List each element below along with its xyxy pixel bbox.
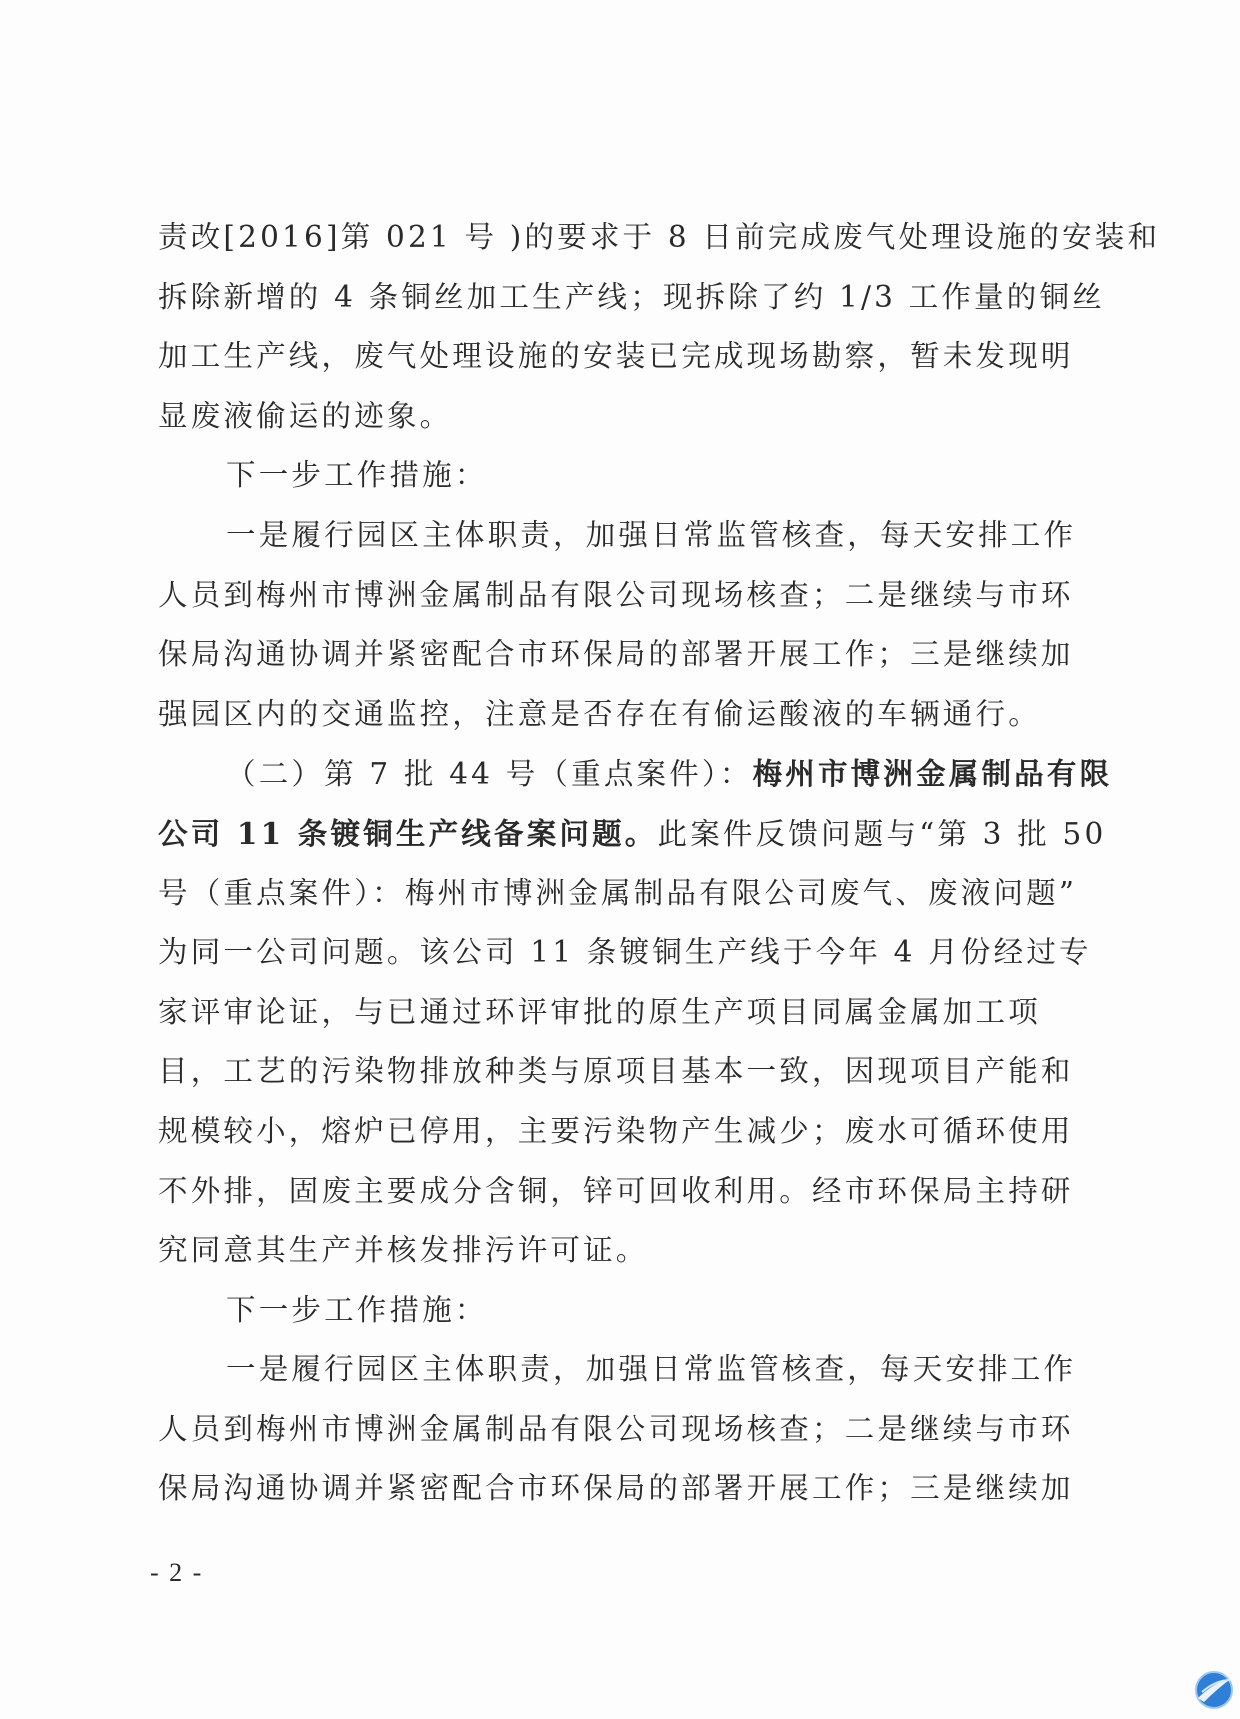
case-heading-bold-1: 梅州市博洲金属制品有限	[752, 756, 1113, 792]
text-line-16: 规模较小，熔炉已停用，主要污染物产生减少；废水可循环使用	[158, 1113, 1074, 1148]
document-body	[158, 208, 1161, 1519]
case-heading-line-2	[158, 804, 1107, 864]
page-number: - 2 -	[150, 1558, 204, 1587]
text-line-21: 人员到梅州市博洲金属制品有限公司现场核查；二是继续与市环	[158, 1411, 1074, 1446]
next-steps-heading-2: 下一步工作措施：	[226, 1292, 488, 1327]
text-line-12: 号（重点案件）：梅州市博洲金属制品有限公司废气、废液问题”	[158, 875, 1078, 910]
blue-swoosh-logo-icon	[1192, 1668, 1236, 1712]
text-line-2: 拆除新增的 4 条铜丝加工生产线；现拆除了约 1/3 工作量的铜丝	[158, 279, 1105, 314]
text-line-18: 究同意其生产并核发排污许可证。	[158, 1233, 649, 1268]
text-line-13: 为同一公司问题。该公司 11 条镀铜生产线于今年 4 月份经过专	[158, 935, 1092, 970]
case-heading-rest: 此案件反馈问题与“第 3 批 50	[657, 816, 1107, 851]
text-line-6: 一是履行园区主体职责，加强日常监管核查，每天安排工作	[226, 517, 1077, 552]
text-line-20: 一是履行园区主体职责，加强日常监管核查，每天安排工作	[226, 1352, 1077, 1387]
text-line-8: 保局沟通协调并紧密配合市环保局的部署开展工作；三是继续加	[158, 637, 1074, 672]
next-steps-heading-1: 下一步工作措施：	[226, 458, 488, 493]
text-line-14: 家评审论证，与已通过环评审批的原生产项目同属金属加工项	[158, 994, 1041, 1029]
case-heading-bold-2: 公司 11 条镀铜生产线备案问题。	[158, 815, 658, 851]
text-line-4: 显废液偷运的迹象。	[158, 398, 453, 433]
text-line-1: 责改[2016]第 021 号 )的要求于 8 日前完成废气处理设施的安装和	[158, 220, 1161, 254]
text-line-9: 强园区内的交通监控，注意是否存在有偷运酸液的车辆通行。	[158, 696, 1041, 731]
text-line-15: 目，工艺的污染物排放种类与原项目基本一致，因现项目产能和	[158, 1054, 1074, 1089]
text-line-17: 不外排，固废主要成分含铜，锌可回收利用。经市环保局主持研	[158, 1173, 1074, 1208]
text-line-7: 人员到梅州市博洲金属制品有限公司现场核查；二是继续与市环	[158, 577, 1074, 612]
case-heading-prefix: （二）第 7 批 44 号（重点案件）：	[226, 757, 753, 792]
text-line-3: 加工生产线，废气处理设施的安装已完成现场勘察，暂未发现明	[158, 339, 1074, 374]
case-heading-line-1	[158, 744, 1113, 804]
text-line-22: 保局沟通协调并紧密配合市环保局的部署开展工作；三是继续加	[158, 1471, 1074, 1506]
